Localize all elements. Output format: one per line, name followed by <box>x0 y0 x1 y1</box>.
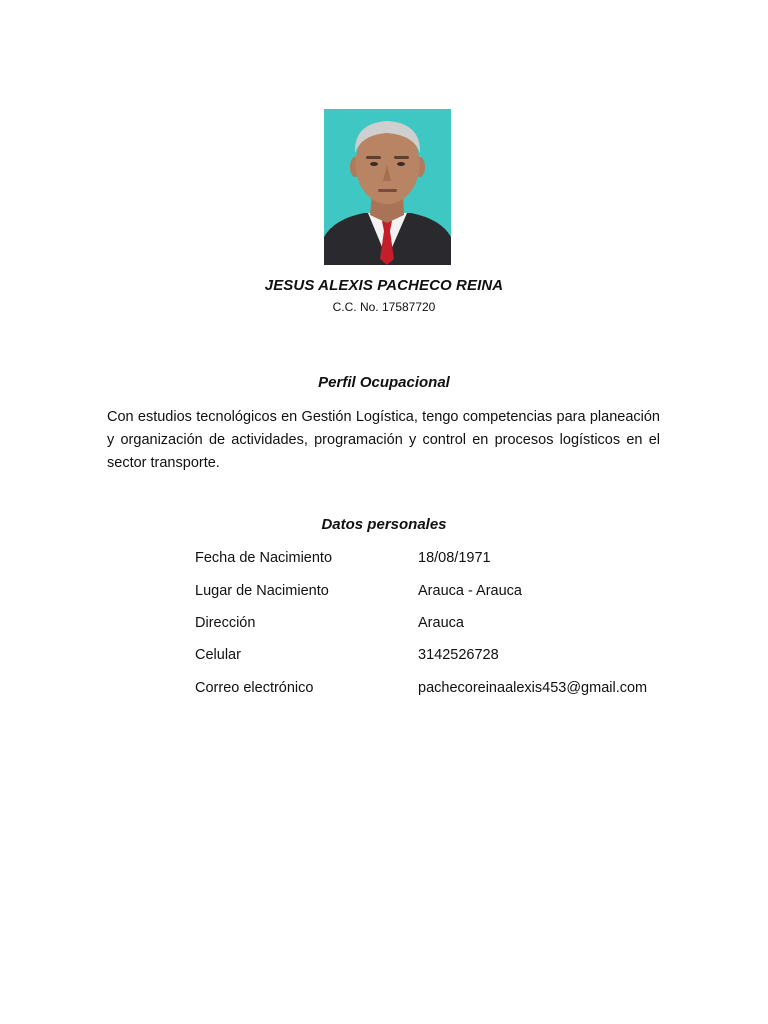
person-name: JESUS ALEXIS PACHECO REINA <box>264 277 504 294</box>
birth-place-value: Arauca - Arauca <box>418 583 522 599</box>
profile-photo <box>324 109 451 265</box>
email-label: Correo electrónico <box>195 680 314 696</box>
address-value: Arauca <box>418 615 464 631</box>
id-number: C.C. No. 17587720 <box>332 300 436 314</box>
profile-text: Con estudios tecnológicos en Gestión Logística, tengo competencias para planeación y organización de actividades, programación y control en procesos logísticos en el sector transporte. <box>107 409 660 471</box>
email-value: pachecoreinaalexis453@gmail.com <box>418 680 648 696</box>
birth-date-value: 18/08/1971 <box>418 550 491 566</box>
birth-place-label: Lugar de Nacimiento <box>195 583 329 599</box>
phone-value: 3142526728 <box>418 647 499 663</box>
personal-data-section-title: Datos personales <box>321 516 447 533</box>
birth-date-label: Fecha de Nacimiento <box>195 550 333 566</box>
phone-label: Celular <box>195 647 241 663</box>
address-label: Dirección <box>195 615 256 631</box>
profile-section-title: Perfil Ocupacional <box>318 374 450 391</box>
